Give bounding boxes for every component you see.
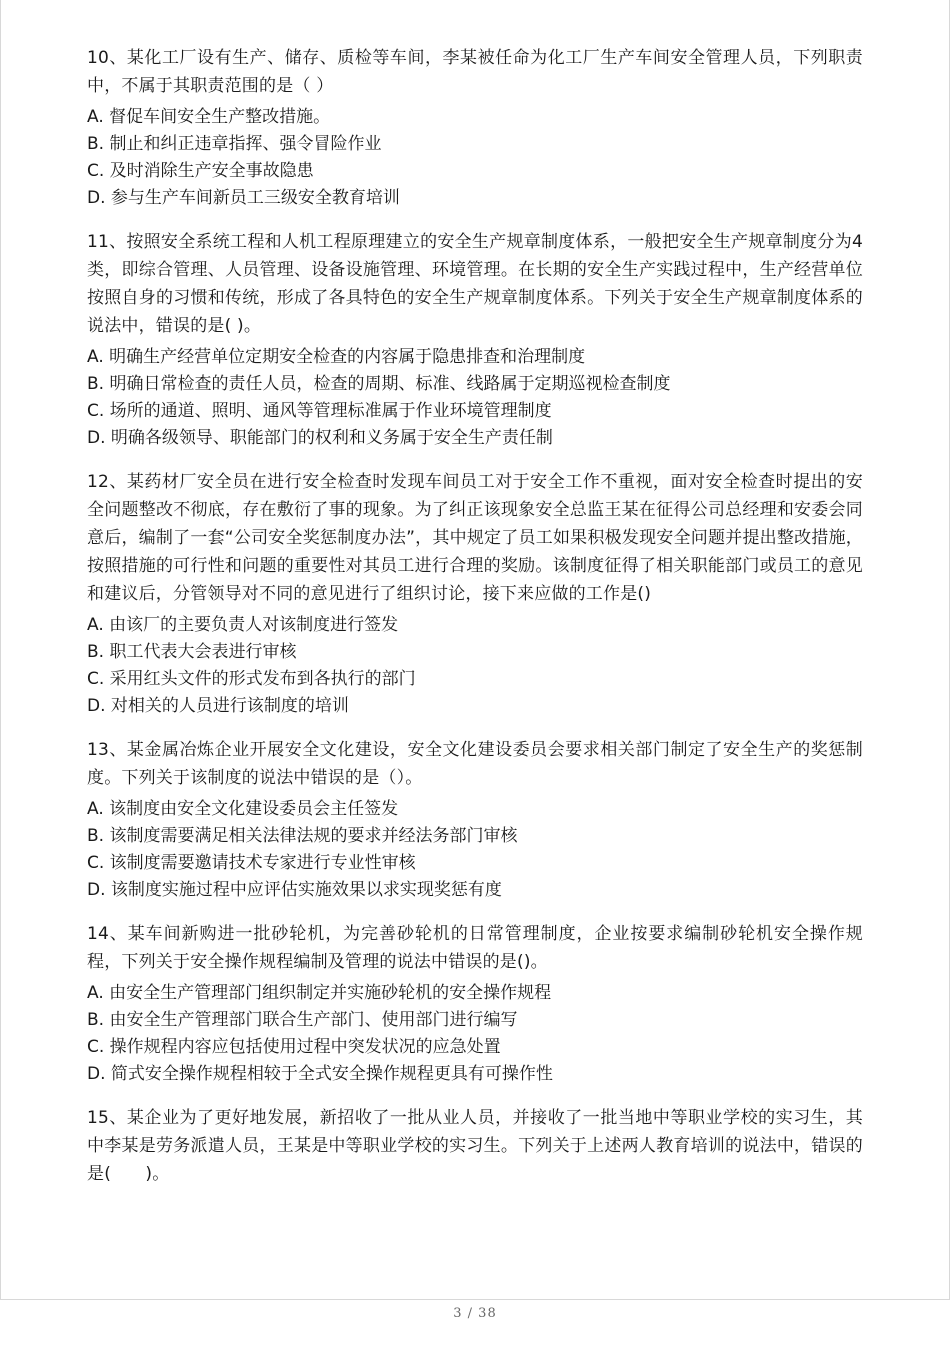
question-stem: 15、某企业为了更好地发展，新招收了一批从业人员，并接收了一批当地中等职业学校的实习生，其中李某是劳务派遣人员，王某是中等职业学校的实习生。下列关于上述两人教育培训的说法中，错误的是( )。	[87, 1108, 863, 1184]
option-c: C. 场所的通道、照明、通风等管理标准属于作业环境管理制度	[87, 401, 552, 421]
question-11	[87, 228, 863, 452]
question-10	[87, 44, 863, 212]
option-d: D. 简式安全操作规程相较于全式安全操作规程更具有可操作性	[87, 1064, 553, 1084]
option-b: B. 该制度需要满足相关法律法规的要求并经法务部门审核	[87, 826, 518, 846]
question-12	[87, 468, 863, 720]
option-b: B. 明确日常检查的责任人员，检查的周期、标准、线路属于定期巡视检查制度	[87, 374, 671, 394]
option-a: A. 由安全生产管理部门组织制定并实施砂轮机的安全操作规程	[87, 983, 552, 1003]
option-a: A. 督促车间安全生产整改措施。	[87, 107, 331, 127]
option-c: C. 该制度需要邀请技术专家进行专业性审核	[87, 853, 416, 873]
option-a: A. 明确生产经营单位定期安全检查的内容属于隐患排查和治理制度	[87, 347, 586, 367]
option-d: D. 对相关的人员进行该制度的培训	[87, 696, 349, 716]
option-a: A. 由该厂的主要负责人对该制度进行签发	[87, 615, 399, 635]
option-b: B. 职工代表大会表进行审核	[87, 642, 297, 662]
option-b: B. 由安全生产管理部门联合生产部门、使用部门进行编写	[87, 1010, 518, 1030]
option-d: D. 明确各级领导、职能部门的权利和义务属于安全生产责任制	[87, 428, 553, 448]
page-number: 3 / 38	[453, 1306, 497, 1321]
option-c: C. 操作规程内容应包括使用过程中突发状况的应急处置	[87, 1037, 501, 1057]
question-15	[87, 1104, 863, 1188]
option-d: D. 参与生产车间新员工三级安全教育培训	[87, 188, 400, 208]
option-c: C. 及时消除生产安全事故隐患	[87, 161, 314, 181]
question-14	[87, 920, 863, 1088]
question-stem: 11、按照安全系统工程和人机工程原理建立的安全生产规章制度体系，一般把安全生产规章制度分为4类，即综合管理、人员管理、设备设施管理、环境管理。在长期的安全生产实践过程中，生产经营单位按照自身的习惯和传统，形成了各具特色的安全生产规章制度体系。下列关于安全生产规章制度体系的说法中，错误的是( )。	[87, 232, 863, 336]
question-list	[87, 44, 863, 1204]
option-c: C. 采用红头文件的形式发布到各执行的部门	[87, 669, 416, 689]
option-d: D. 该制度实施过程中应评估实施效果以求实现奖惩有度	[87, 880, 502, 900]
question-stem: 12、某药材厂安全员在进行安全检查时发现车间员工对于安全工作不重视，面对安全检查时提出的安全问题整改不彻底，存在敷衍了事的现象。为了纠正该现象安全总监王某在征得公司总经理和安委会同意后，编制了一套“公司安全奖惩制度办法”，其中规定了员工如果积极发现安全问题并提出整改措施，按照措施的可行性和问题的重要性对其员工进行合理的奖励。该制度征得了相关职能部门或员工的意见和建议后，分管领导对不同的意见进行了组织讨论，接下来应做的工作是()	[87, 472, 863, 604]
question-stem: 14、某车间新购进一批砂轮机，为完善砂轮机的日常管理制度，企业按要求编制砂轮机安全操作规程，下列关于安全操作规程编制及管理的说法中错误的是()。	[87, 924, 863, 972]
question-stem: 13、某金属冶炼企业开展安全文化建设，安全文化建设委员会要求相关部门制定了安全生产的奖惩制度。下列关于该制度的说法中错误的是（）。	[87, 740, 863, 788]
question-13	[87, 736, 863, 904]
question-stem: 10、某化工厂设有生产、储存、质检等车间，李某被任命为化工厂生产车间安全管理人员，下列职责中，不属于其职责范围的是（ ）	[87, 48, 863, 96]
option-b: B. 制止和纠正违章指挥、强令冒险作业	[87, 134, 382, 154]
option-a: A. 该制度由安全文化建设委员会主任签发	[87, 799, 399, 819]
